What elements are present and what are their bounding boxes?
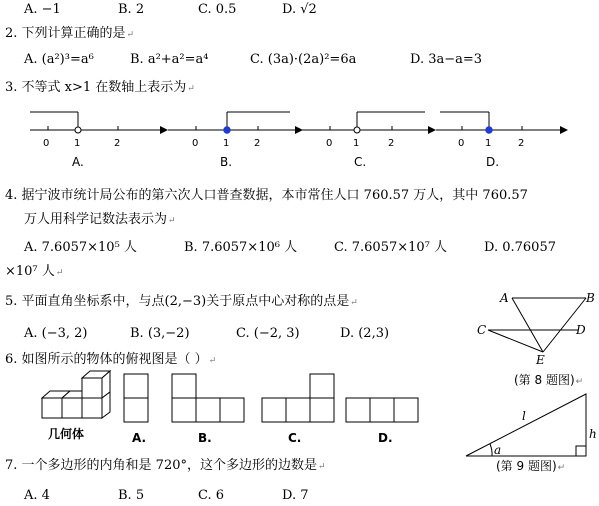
q3-b-tick-2: 2: [254, 138, 261, 149]
q4-option-d-wrap: ×10⁷ 人↵: [5, 264, 64, 279]
q4-option-a[interactable]: A. 7.6057×10⁵ 人: [24, 240, 137, 255]
q3-option-a[interactable]: A.: [72, 155, 84, 169]
q6-stem: 6. 如图所示的物体的俯视图是（ ）↵: [5, 352, 217, 367]
q6-option-a[interactable]: A.: [132, 431, 147, 445]
q3-option-b[interactable]: B.: [220, 155, 233, 169]
q3-c-tick-2: 2: [388, 138, 395, 149]
q7-option-c[interactable]: C. 6: [198, 488, 225, 503]
q3-d-tick-1: 1: [485, 138, 492, 149]
fig8-point-e: E: [536, 353, 545, 367]
q5-option-b[interactable]: B. (3,−2): [130, 326, 190, 341]
q3-a-tick-0: 0: [43, 138, 50, 149]
q7-stem: 7. 一个多边形的内角和是 720°，这个多边形的边数是↵: [5, 458, 326, 473]
q7-option-b[interactable]: B. 5: [118, 488, 145, 503]
q4-stem-line1: 4. 据宁波市统计局公布的第六次人口普查数据，本市常住人口 760.57 万人，其中 760.57: [5, 188, 528, 203]
q3-stem: 3. 不等式 x>1 在数轴上表示为↵: [5, 80, 195, 95]
q7-option-a[interactable]: A. 4: [24, 488, 50, 503]
q4-option-b[interactable]: B. 7.6057×10⁶ 人: [184, 240, 298, 255]
q3-c-tick-0: 0: [326, 138, 333, 149]
q5-option-a[interactable]: A. (−3, 2): [24, 326, 88, 341]
q7-option-d[interactable]: D. 7: [282, 488, 309, 503]
q3-b-tick-0: 0: [192, 138, 199, 149]
q3-option-c[interactable]: C.: [354, 155, 367, 169]
q2-option-a[interactable]: A. (a²)³=a⁶: [24, 52, 94, 67]
q2-stem: 2. 下列计算正确的是↵: [5, 26, 135, 41]
q4-option-c[interactable]: C. 7.6057×10⁷ 人: [334, 240, 448, 255]
q5-option-d[interactable]: D. (2,3): [340, 326, 390, 341]
fig9-label-a: a: [494, 443, 502, 457]
fig9-caption: (第 9 题图)↵: [496, 459, 566, 473]
q3-c-tick-1: 1: [353, 138, 360, 149]
fig9-label-h: h: [589, 427, 597, 441]
q2-option-b[interactable]: B. a²+a²=a⁴: [130, 52, 209, 67]
q4-stem-line2: 万人用科学记数法表示为↵: [24, 212, 176, 227]
q3-a-tick-2: 2: [114, 138, 121, 149]
fig8-point-c: C: [477, 323, 487, 337]
q3-b-tick-1: 1: [223, 138, 230, 149]
fig8-point-d: D: [576, 323, 586, 337]
q3-option-d[interactable]: D.: [486, 155, 500, 169]
q1-option-c[interactable]: C. 0.5: [198, 2, 237, 17]
q5-stem: 5. 平面直角坐标系中，与点(2,−3)关于原点中心对称的点是↵: [5, 294, 358, 309]
q6-option-d[interactable]: D.: [378, 431, 393, 445]
fig9-label-l: l: [522, 409, 526, 423]
q1-option-b[interactable]: B. 2: [118, 2, 145, 17]
q6-solid-label: 几何体: [48, 427, 85, 441]
q6-option-b[interactable]: B.: [198, 431, 212, 445]
q4-option-d[interactable]: D. 0.76057: [484, 240, 556, 255]
q3-d-tick-0: 0: [458, 138, 465, 149]
q3-a-tick-1: 1: [74, 138, 81, 149]
fig8-point-a: A: [500, 291, 509, 305]
q2-option-d[interactable]: D. 3a−a=3: [410, 52, 483, 67]
q1-option-a[interactable]: A. −1: [24, 2, 61, 17]
q5-option-c[interactable]: C. (−2, 3): [236, 326, 300, 341]
q2-option-c[interactable]: C. (3a)·(2a)²=6a: [250, 52, 357, 67]
fig8-point-b: B: [586, 291, 595, 305]
q1-option-d[interactable]: D. √2: [282, 2, 317, 17]
q3-d-tick-2: 2: [518, 138, 525, 149]
fig8-caption: (第 8 题图)↵: [514, 373, 584, 387]
q6-option-c[interactable]: C.: [288, 431, 302, 445]
